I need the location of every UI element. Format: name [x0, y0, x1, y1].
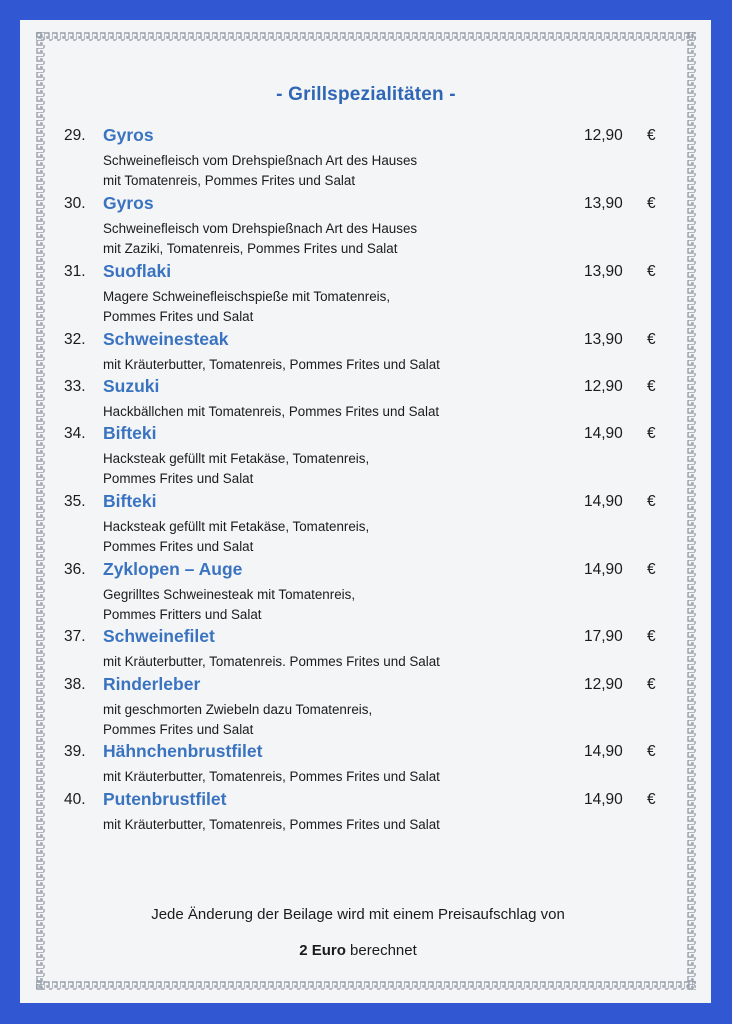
item-description	[103, 700, 372, 740]
item-price: 14,90	[584, 561, 623, 578]
item-number: 32.	[64, 331, 86, 348]
euro-icon: €	[647, 195, 656, 212]
item-name: Gyros	[103, 125, 154, 145]
item-price: 13,90	[584, 195, 623, 212]
item-description	[103, 219, 417, 259]
euro-icon: €	[647, 493, 656, 510]
item-description	[103, 767, 440, 787]
item-name: Suoflaki	[103, 261, 172, 281]
item-number: 30.	[64, 195, 86, 212]
item-number: 39.	[64, 743, 86, 760]
item-number: 29.	[64, 127, 86, 144]
item-number: 31.	[64, 263, 86, 280]
item-price: 17,90	[584, 628, 623, 645]
item-name: Bifteki	[103, 423, 157, 443]
item-description-line: mit Kräuterbutter, Tomatenreis. Pommes Frites und Salat	[103, 654, 440, 669]
item-price: 13,90	[584, 331, 623, 348]
item-description-line: mit Kräuterbutter, Tomatenreis, Pommes Frites und Salat	[103, 357, 440, 372]
item-description-line: Pommes Frites und Salat	[103, 309, 254, 324]
item-price: 14,90	[584, 791, 623, 808]
item-number: 34.	[64, 425, 86, 442]
item-name: Suzuki	[103, 376, 160, 396]
euro-icon: €	[647, 425, 656, 442]
item-price: 12,90	[584, 378, 623, 395]
item-description-line: Gegrilltes Schweinesteak mit Tomatenreis,	[103, 587, 356, 602]
item-number: 36.	[64, 561, 86, 578]
item-description-line: Schweinefleisch vom Drehspießnach Art des Hauses	[103, 153, 418, 168]
item-price: 12,90	[584, 127, 623, 144]
item-description-line: Pommes Fritters und Salat	[103, 607, 262, 622]
footer-note-line-2	[0, 942, 716, 959]
euro-icon: €	[647, 331, 656, 348]
item-description	[103, 815, 440, 835]
footer-note-rest: berechnet	[345, 942, 417, 959]
greek-key-border-left	[36, 32, 45, 990]
item-name: Gyros	[103, 193, 154, 213]
item-price: 13,90	[584, 263, 623, 280]
greek-key-border-top	[36, 32, 696, 41]
item-description	[103, 517, 369, 557]
item-number: 35.	[64, 493, 86, 510]
footer-note-line-1: Jede Änderung der Beilage wird mit einem Preisaufschlag von	[151, 906, 565, 923]
item-name: Schweinefilet	[103, 626, 215, 646]
euro-icon: €	[647, 791, 656, 808]
item-description-line: mit geschmorten Zwiebeln dazu Tomatenreis,	[103, 702, 373, 717]
item-description-line: mit Tomatenreis, Pommes Frites und Salat	[103, 173, 356, 188]
item-price: 14,90	[584, 425, 623, 442]
greek-key-border-right	[687, 32, 696, 990]
item-description	[103, 449, 369, 489]
euro-icon: €	[647, 561, 656, 578]
item-description-line: Hacksteak gefüllt mit Fetakäse, Tomatenreis,	[103, 451, 370, 466]
euro-icon: €	[647, 378, 656, 395]
item-number: 33.	[64, 378, 86, 395]
item-name: Zyklopen – Auge	[103, 559, 243, 579]
item-description-line: mit Zaziki, Tomatenreis, Pommes Frites und Salat	[103, 241, 398, 256]
item-name: Rinderleber	[103, 674, 201, 694]
section-title: - Grillspezialitäten -	[276, 84, 456, 105]
item-name: Putenbrustfilet	[103, 789, 227, 809]
item-description-line: mit Kräuterbutter, Tomatenreis, Pommes Frites und Salat	[103, 817, 440, 832]
euro-icon: €	[647, 127, 656, 144]
item-name: Schweinesteak	[103, 329, 229, 349]
item-price: 14,90	[584, 493, 623, 510]
item-description-line: mit Kräuterbutter, Tomatenreis, Pommes Frites und Salat	[103, 769, 440, 784]
item-description	[103, 585, 355, 625]
item-price: 14,90	[584, 743, 623, 760]
item-number: 37.	[64, 628, 86, 645]
item-description	[103, 402, 439, 422]
item-description-line: Pommes Frites und Salat	[103, 539, 254, 554]
item-description-line: Magere Schweinefleischspieße mit Tomatenreis,	[103, 289, 391, 304]
euro-icon: €	[647, 263, 656, 280]
item-description-line: Pommes Frites und Salat	[103, 471, 254, 486]
footer-surcharge-amount: 2 Euro	[299, 942, 346, 959]
item-description-line: Pommes Frites und Salat	[103, 722, 254, 737]
item-description	[103, 287, 390, 327]
item-description-line: Schweinefleisch vom Drehspießnach Art des Hauses	[103, 221, 418, 236]
item-name: Bifteki	[103, 491, 157, 511]
item-description	[103, 355, 440, 375]
euro-icon: €	[647, 628, 656, 645]
item-name: Hähnchenbrustfilet	[103, 741, 263, 761]
item-description	[103, 151, 417, 191]
item-description-line: Hacksteak gefüllt mit Fetakäse, Tomatenreis,	[103, 519, 370, 534]
item-description-line: Hackbällchen mit Tomatenreis, Pommes Frites und Salat	[103, 404, 440, 419]
euro-icon: €	[647, 676, 656, 693]
item-description	[103, 652, 440, 672]
euro-icon: €	[647, 743, 656, 760]
item-number: 40.	[64, 791, 86, 808]
item-number: 38.	[64, 676, 86, 693]
item-price: 12,90	[584, 676, 623, 693]
greek-key-border-bottom	[36, 981, 696, 990]
